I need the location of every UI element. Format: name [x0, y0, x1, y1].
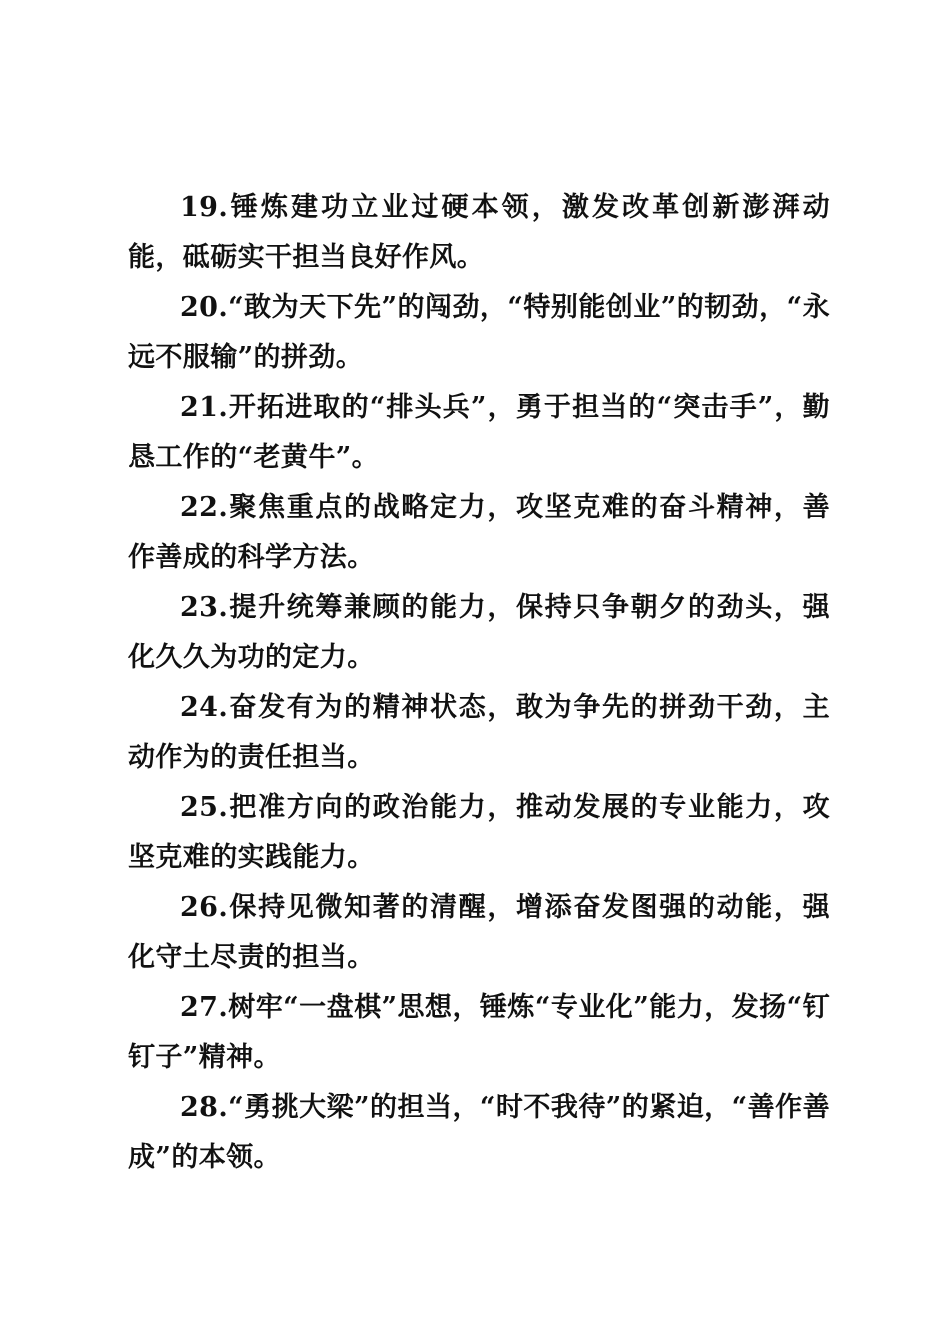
paragraph-28: 28.“勇挑大梁”的担当，“时不我待”的紧迫，“善作善成”的本领。 [128, 1092, 830, 1173]
paragraph-22: 22.聚焦重点的战略定力，攻坚克难的奋斗精神，善作善成的科学方法。 [128, 492, 830, 573]
paragraph-27: 27.树牢“一盘棋”思想，锤炼“专业化”能力，发扬“钉钉子”精神。 [128, 992, 830, 1073]
paragraph-24: 24.奋发有为的精神状态，敢为争先的拼劲干劲，主动作为的责任担当。 [128, 692, 830, 773]
paragraph-19: 19.锤炼建功立业过硬本领，激发改革创新澎湃动能，砥砺实干担当良好作风。 [128, 192, 830, 273]
paragraph-23: 23.提升统筹兼顾的能力，保持只争朝夕的劲头，强化久久为功的定力。 [128, 592, 830, 673]
paragraph-25: 25.把准方向的政治能力，推动发展的专业能力，攻坚克难的实践能力。 [128, 792, 830, 873]
paragraph-26: 26.保持见微知著的清醒，增添奋发图强的动能，强化守土尽责的担当。 [128, 892, 830, 973]
paragraph-20: 20.“敢为天下先”的闯劲，“特别能创业”的韧劲，“永远不服输”的拼劲。 [128, 292, 830, 373]
document-body [128, 183, 830, 1183]
paragraph-21: 21.开拓进取的“排头兵”，勇于担当的“突击手”，勤恳工作的“老黄牛”。 [128, 392, 830, 473]
